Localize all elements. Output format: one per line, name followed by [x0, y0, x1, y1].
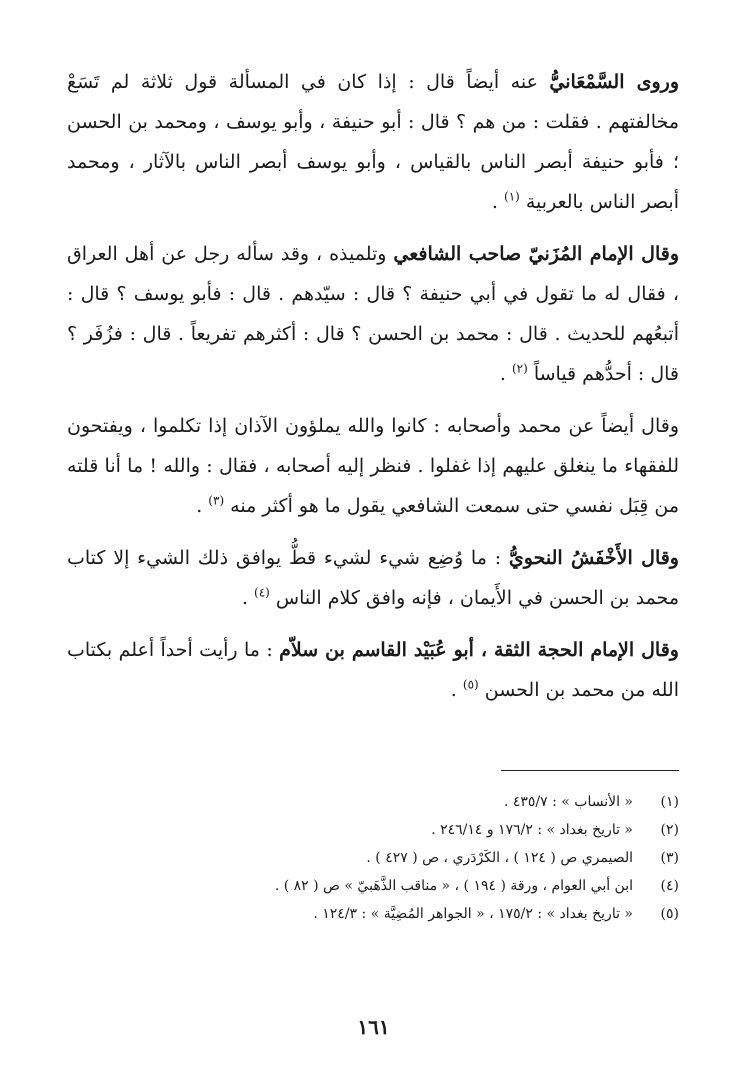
footnote-item	[67, 872, 679, 900]
paragraph-lead: وقال الأَخْفَشُ النحويُّ	[508, 547, 679, 569]
footnote-number: (٣)	[660, 850, 679, 866]
footnote-ref: (٣)	[208, 493, 225, 508]
footnote-item	[67, 844, 679, 872]
footnote-number: (٤)	[660, 878, 679, 894]
paragraph-text: : ما رأيت أحداً أعلم بكتاب الله من محمد بن الحسن	[67, 639, 679, 701]
footnote-text: « تاريخ بغداد » : ١٧٦/٢ و ٢٤٦/١٤ .	[431, 822, 633, 838]
footnote-number: (٢)	[660, 822, 679, 838]
footnote-text: « الأنساب » : ٤٣٥/٧ .	[503, 794, 633, 810]
footnote-item	[67, 816, 679, 844]
paragraph-text: عنه أيضاً قال : إذا كان في المسألة قول ثلاثة لم تَسَعْ مخالفتهم . فقلت : من هم ؟ قال : أبو حنيفة ، وأبو يوسف ، ومحمد بن الحسن ؛ فأبو حنيفة أبصر الناس بالقياس ، وأبو يوسف أبصر الناس بالآثار ، ومحمد أبصر الناس بالعربية	[67, 71, 679, 213]
paragraph-lead: وقال الإمام الحجة الثقة ، أبو عُبَيْد القاسم بن سلاّم	[279, 639, 679, 661]
footnote-text: الصيمري ص ( ١٢٤ ) ، الكَرْدَري ، ص ( ٤٢٧ ) .	[366, 850, 633, 866]
footnote-ref: (٥)	[462, 677, 479, 692]
footnote-ref: (٢)	[511, 361, 528, 376]
paragraph-end: .	[241, 587, 255, 609]
paragraph-1	[67, 62, 679, 222]
footnote-item	[67, 900, 679, 928]
paragraph-end: .	[196, 495, 209, 517]
footnote-number: (٥)	[660, 906, 679, 922]
footnote-divider	[501, 770, 679, 771]
paragraph-5	[67, 630, 679, 710]
paragraph-3	[67, 406, 679, 526]
paragraph-lead: وقال الإمام المُزَنيّ صاحب الشافعي	[393, 243, 679, 265]
paragraph-end: .	[499, 363, 512, 385]
footnote-ref: (١)	[504, 189, 520, 204]
footnote-text: ابن أبي العوام ، ورقة ( ١٩٤ ) ، « مناقب الذَّهَبيّ » ص ( ٨٢ ) .	[274, 878, 633, 894]
footnotes-list	[67, 788, 679, 928]
paragraph-end: .	[491, 191, 504, 213]
paragraph-4	[67, 538, 679, 618]
paragraph-2	[67, 234, 679, 394]
footnote-text: « تاريخ بغداد » : ١٧٥/٢ ، « الجواهر المُضِيَّة » : ١٢٤/٣ .	[313, 906, 633, 922]
paragraph-end: .	[450, 679, 463, 701]
paragraph-text: وقال أيضاً عن محمد وأصحابه : كانوا والله يملؤون الآذان إذا تكلموا ، ويفتحون للفقهاء ما ينغلق عليهم إذا غفلوا . فنظر إليه أصحابه ، فقال : والله ! ما أنا قلته من قِبَل نفسي حتى سمعت الشافعي يقول ما هو أكثر منه	[67, 415, 679, 517]
main-text	[67, 62, 679, 722]
paragraph-text: وتلميذه ، وقد سأله رجل عن أهل العراق ، فقال له ما تقول في أبي حنيفة ؟ قال : سيّدهم . قال : فأبو يوسف ؟ قال : أتبعُهم للحديث . قال : محمد بن الحسن ؟ قال : أكثرهم تفريعاً . قال : فزُفَر ؟ قال : أحدُّهم قياساً	[67, 243, 679, 385]
page-number: ١٦١	[357, 1015, 390, 1039]
footnote-ref: (٤)	[254, 585, 270, 600]
footnote-number: (١)	[660, 794, 679, 810]
paragraph-text: : ما وُضِع شيء لشيء قطُّ يوافق ذلك الشيء إلا كتاب محمد بن الحسن في الأَيمان ، فإنه وافق كلام الناس	[67, 547, 679, 609]
footnote-item	[67, 788, 679, 816]
paragraph-lead: وروى السَّمْعَانيُّ	[549, 71, 679, 93]
